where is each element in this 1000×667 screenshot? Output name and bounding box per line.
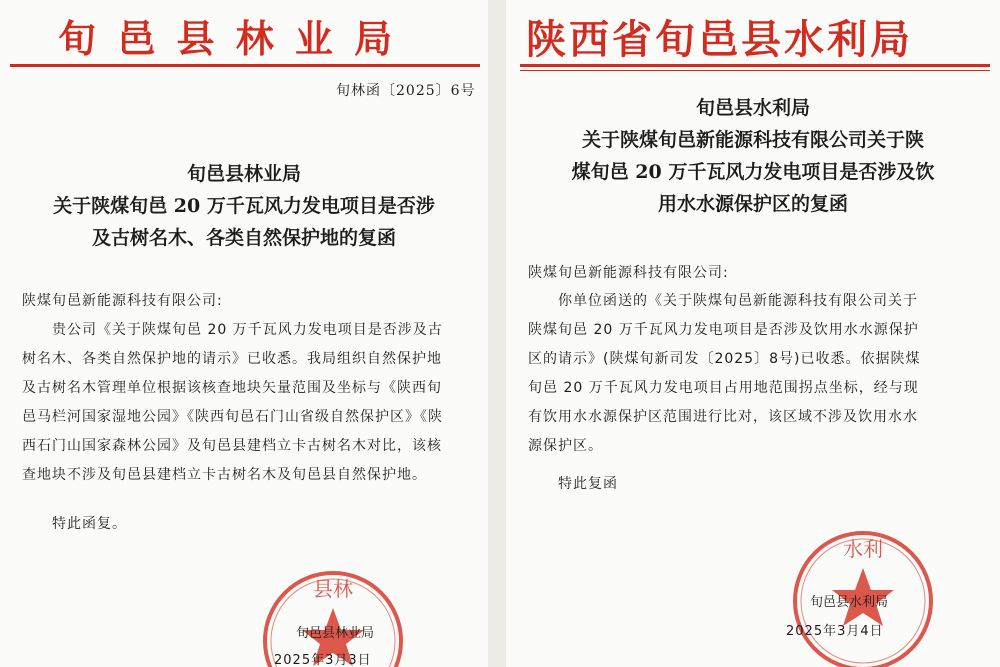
body-line: 有饮用水水源保护区范围进行比对，该区域不涉及饮用水水 [528, 409, 918, 425]
document-number: 旬林函〔2025〕6号 [336, 83, 476, 99]
body-line: 树名木、各类自然保护地的请示》已收悉。我局组织自然保护地 [22, 351, 442, 367]
addressee: 陕煤旬邑新能源科技有限公司: [528, 265, 729, 281]
header-rule [10, 64, 480, 67]
title-line: 煤旬邑 20 万千瓦风力发电项目是否涉及饮 [571, 161, 935, 183]
title-line: 关于陕煤旬邑新能源科技有限公司关于陕 [581, 129, 924, 151]
title-line: 旬邑县林业局 [186, 163, 301, 185]
body-line: 邑马栏河国家湿地公园》《陕西旬邑石门山省级自然保护区》《陕 [22, 409, 443, 425]
title-line: 用水水源保护区的复函 [657, 193, 848, 215]
signature-organization: 旬邑县水利局 [810, 595, 889, 610]
signature-organization: 旬邑县林业局 [296, 626, 375, 641]
forestry-bureau-document [0, 0, 488, 667]
seal-text: 县林 [313, 577, 353, 601]
document-title [506, 92, 1000, 220]
signature-date: 2025年3月3日 [274, 653, 372, 667]
body-line: 贵公司《关于陕煤旬邑 20 万千瓦风力发电项目是否涉及古 [52, 322, 443, 338]
body-line: 旬邑 20 万千瓦风力发电项目占用地范围拐点坐标，经与现 [528, 380, 919, 396]
body-line: 区的请示》(陕煤旬新司发〔2025〕8号)已收悉。依据陕煤 [528, 351, 921, 367]
addressee: 陕煤旬邑新能源科技有限公司: [22, 293, 223, 309]
title-line: 关于陕煤旬邑 20 万千瓦风力发电项目是否涉 [53, 195, 435, 217]
closing-text: 特此复函 [558, 476, 618, 492]
title-line: 旬邑县水利局 [695, 97, 810, 119]
closing-text: 特此函复。 [52, 516, 127, 532]
seal-text: 水利 [843, 537, 883, 561]
water-bureau-document [506, 0, 1000, 667]
signature-date: 2025年3月4日 [786, 624, 884, 639]
document-header-title: 陕西省旬邑县水利局 [526, 17, 913, 63]
document-title [0, 158, 488, 254]
body-line: 西石门山国家森林公园》及旬邑县建档立卡古树名木对比，该核 [22, 438, 442, 454]
body-line: 源保护区。 [528, 438, 603, 454]
title-line: 及古树名木、各类自然保护地的复函 [91, 227, 396, 249]
header-rule [520, 64, 990, 67]
body-line: 及古树名木管理单位根据该核查地块矢量范围及坐标与《陕西旬 [22, 380, 442, 396]
body-text [528, 287, 920, 461]
document-header-title: 旬 邑 县 林 业 局 [58, 17, 397, 61]
body-line: 陕煤旬邑 20 万千瓦风力发电项目是否涉及饮用水水源保护 [528, 322, 919, 338]
body-line: 查地块不涉及旬邑县建档立卡古树名木及旬邑县自然保护地。 [22, 467, 427, 483]
body-text [22, 316, 443, 490]
page-gap [488, 0, 506, 667]
header-rule-thin [520, 70, 990, 71]
body-line: 你单位函送的《关于陕煤旬邑新能源科技有限公司关于 [558, 293, 918, 309]
